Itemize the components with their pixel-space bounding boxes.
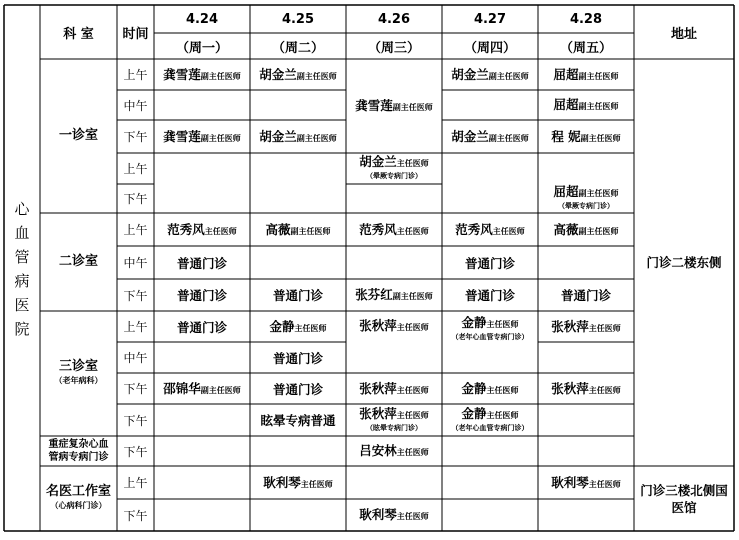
schedule-cell <box>250 311 346 342</box>
period-label: 上午 <box>123 223 148 237</box>
general-clinic-cell: 普通门诊 <box>176 288 227 303</box>
doctor-title: 副主任医师 <box>392 292 433 301</box>
date-header: 4.28 <box>569 11 603 27</box>
schedule-cell <box>154 213 250 246</box>
doctor-title: 主任医师 <box>294 323 327 333</box>
doctor-name: 高薇 <box>553 221 579 237</box>
general-clinic-cell: 普通门诊 <box>176 255 227 271</box>
period-label: 上午 <box>123 320 148 334</box>
schedule-cell <box>538 311 634 342</box>
weekday-header: （周四） <box>463 40 516 56</box>
room-3 <box>40 311 117 436</box>
general-clinic-cell: 普通门诊 <box>272 381 323 397</box>
schedule-cell <box>346 499 442 531</box>
room-1 <box>40 59 117 213</box>
general-clinic-cell: 普通门诊 <box>560 288 611 303</box>
clinic-specialty: （晕厥专病门诊） <box>558 202 614 210</box>
room-name: 一诊室 <box>58 128 98 143</box>
doctor-title: 主任医师 <box>396 226 429 236</box>
general-clinic-cell: 眩晕专病普通 <box>260 413 336 428</box>
doctor-title: 副主任医师 <box>290 226 331 236</box>
doctor-title: 主任医师 <box>588 479 621 489</box>
general-clinic-cell: 普通门诊 <box>272 350 323 366</box>
doctor-name: 范秀风 <box>359 221 397 237</box>
room-4 <box>42 436 115 466</box>
schedule-cell <box>442 311 538 373</box>
doctor-title: 主任医师 <box>396 512 429 521</box>
doctor-title: 副主任医师 <box>200 71 241 81</box>
schedule-cell <box>442 213 538 246</box>
general-clinic-cell: 普通门诊 <box>176 319 227 335</box>
room-2 <box>40 213 117 311</box>
schedule-cell <box>250 213 346 246</box>
doctor-title: 副主任医师 <box>488 133 529 143</box>
date-header: 4.25 <box>281 11 315 27</box>
doctor-title: 主任医师 <box>492 226 525 236</box>
doctor-title: 主任医师 <box>300 479 333 489</box>
doctor-name: 范秀风 <box>167 221 205 237</box>
schedule-cell <box>442 59 538 90</box>
hospital-char: 管 <box>14 248 30 266</box>
general-clinic-cell: 普通门诊 <box>464 288 515 303</box>
doctor-name: 邵锦华 <box>163 380 201 396</box>
hospital-char: 血 <box>14 224 30 242</box>
doctor-name: 龚雪莲 <box>355 98 393 113</box>
address-cell: 门诊二楼东侧 <box>646 255 722 270</box>
room-name: 三诊室 <box>58 358 98 374</box>
doctor-name: 金静 <box>461 380 487 396</box>
doctor-title: 主任医师 <box>396 159 429 168</box>
clinic-specialty: （晕厥专病门诊） <box>366 172 422 180</box>
time-header: 时间 <box>122 26 149 42</box>
hospital-char: 心 <box>14 200 30 218</box>
doctor-title: 主任医师 <box>204 226 237 236</box>
period-label: 下午 <box>123 444 148 459</box>
schedule-cell <box>154 120 250 153</box>
room-name: 重症复杂心血管病专病门诊 <box>48 439 109 463</box>
clinic-specialty: （老年心血管专病门诊） <box>451 423 529 432</box>
hospital-name <box>4 160 40 378</box>
doctor-title: 主任医师 <box>396 448 429 457</box>
doctor-title: 副主任医师 <box>578 71 619 81</box>
doctor-title: 主任医师 <box>588 385 621 395</box>
doctor-name: 金静 <box>269 318 295 334</box>
doctor-title: 主任医师 <box>396 323 429 332</box>
doctor-name: 龚雪莲 <box>163 66 201 82</box>
schedule-cell <box>250 120 346 153</box>
doctor-title: 主任医师 <box>486 385 519 395</box>
doctor-name: 耿利琴 <box>551 474 589 490</box>
doctor-title: 副主任医师 <box>578 102 619 111</box>
period-label: 上午 <box>123 68 148 82</box>
schedule-cell <box>538 466 634 499</box>
schedule-cell <box>346 436 442 466</box>
doctor-name: 张芬红 <box>355 287 393 302</box>
hospital-char: 病 <box>14 272 30 290</box>
doctor-name: 金静 <box>461 405 487 421</box>
schedule-cell <box>538 59 634 90</box>
weekday-header: （周一） <box>175 40 228 56</box>
doctor-title: 副主任医师 <box>200 133 241 143</box>
period-label: 下午 <box>123 382 148 396</box>
schedule-cell <box>346 404 442 436</box>
doctor-name: 屈超 <box>553 97 579 112</box>
doctor-name: 张秋萍 <box>359 380 397 396</box>
schedule-cell <box>346 279 442 311</box>
schedule-cell <box>538 90 634 120</box>
doctor-name: 耿利琴 <box>359 507 397 522</box>
doctor-title: 副主任医师 <box>296 71 337 81</box>
room-name: 二诊室 <box>58 254 98 269</box>
doctor-title: 副主任医师 <box>296 133 337 143</box>
doctor-title: 副主任医师 <box>392 103 433 112</box>
date-header: 4.26 <box>377 11 411 27</box>
doctor-title: 主任医师 <box>396 410 429 420</box>
schedule-cell <box>250 466 346 499</box>
doctor-name: 胡金兰 <box>359 154 397 169</box>
doctor-title: 副主任医师 <box>580 133 621 143</box>
room-subtitle: （心病科门诊） <box>50 500 107 510</box>
period-label: 上午 <box>123 162 148 176</box>
period-label: 上午 <box>123 476 148 490</box>
period-label: 中午 <box>123 351 148 365</box>
doctor-name: 屈超 <box>553 66 579 82</box>
schedule-cell <box>538 373 634 404</box>
doctor-title: 副主任医师 <box>578 226 619 236</box>
schedule-cell <box>154 59 250 90</box>
room-5 <box>40 466 117 531</box>
doctor-title: 副主任医师 <box>200 385 241 395</box>
doctor-name: 张秋萍 <box>359 405 397 421</box>
doctor-name: 龚雪莲 <box>163 128 201 144</box>
schedule-cell <box>442 404 538 436</box>
address-cell: 门诊三楼北侧国医馆 <box>640 482 728 515</box>
weekday-header: （周三） <box>367 40 420 56</box>
period-label: 下午 <box>123 130 148 144</box>
doctor-name: 高薇 <box>265 221 291 237</box>
schedule-cell <box>250 59 346 90</box>
room-name: 名医工作室 <box>45 483 111 499</box>
address-header: 地址 <box>670 26 697 42</box>
schedule-cell <box>154 373 250 404</box>
doctor-name: 屈超 <box>553 184 579 199</box>
room-subtitle: （老年病科） <box>54 375 103 385</box>
schedule-cell <box>538 120 634 153</box>
doctor-name: 耿利琴 <box>263 474 301 490</box>
doctor-name: 吕安林 <box>359 443 397 458</box>
weekday-header: （周五） <box>559 40 612 56</box>
hospital-char: 医 <box>14 296 30 314</box>
doctor-name: 张秋萍 <box>551 318 589 334</box>
period-label: 中午 <box>123 98 148 113</box>
period-label: 下午 <box>123 288 148 303</box>
schedule-cell <box>442 120 538 153</box>
doctor-name: 胡金兰 <box>259 128 297 144</box>
period-label: 下午 <box>123 413 148 428</box>
period-label: 中午 <box>123 256 148 270</box>
period-label: 下午 <box>123 508 148 523</box>
doctor-title: 主任医师 <box>588 323 621 333</box>
schedule-cell <box>346 311 442 373</box>
weekday-header: （周二） <box>271 40 324 56</box>
schedule-cell <box>538 213 634 246</box>
doctor-name: 胡金兰 <box>259 66 297 82</box>
doctor-name: 张秋萍 <box>359 318 397 333</box>
doctor-name: 胡金兰 <box>451 66 489 82</box>
general-clinic-cell: 普通门诊 <box>464 255 515 271</box>
clinic-specialty: （老年心血管专病门诊） <box>451 333 529 341</box>
dept-header: 科 室 <box>63 26 94 42</box>
doctor-title: 主任医师 <box>486 410 519 420</box>
schedule-cell <box>442 373 538 404</box>
period-label: 下午 <box>123 192 148 206</box>
doctor-name: 金静 <box>461 315 487 330</box>
doctor-name: 张秋萍 <box>551 380 589 396</box>
doctor-title: 副主任医师 <box>578 189 619 198</box>
schedule-cell <box>538 184 634 213</box>
doctor-title: 主任医师 <box>486 320 519 329</box>
doctor-name: 程 妮 <box>551 128 581 144</box>
doctor-name: 范秀风 <box>455 221 493 237</box>
schedule-cell <box>346 59 442 153</box>
doctor-title: 副主任医师 <box>488 71 529 81</box>
doctor-name: 胡金兰 <box>451 128 489 144</box>
general-clinic-cell: 普通门诊 <box>272 288 323 303</box>
clinic-specialty: （眩晕专病门诊） <box>366 423 422 432</box>
schedule-cell <box>346 153 442 184</box>
schedule-cell <box>346 213 442 246</box>
date-header: 4.27 <box>473 11 507 27</box>
date-header: 4.24 <box>185 11 219 27</box>
schedule-cell <box>346 373 442 404</box>
doctor-title: 主任医师 <box>396 385 429 395</box>
hospital-char: 院 <box>14 320 30 338</box>
